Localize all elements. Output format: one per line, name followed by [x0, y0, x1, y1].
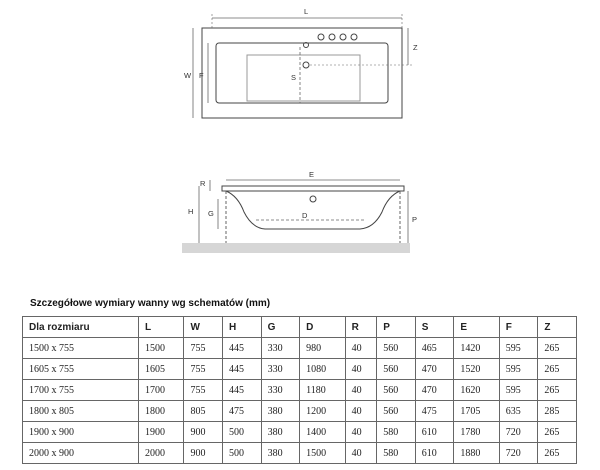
- dimension-cell: 755: [184, 359, 223, 380]
- dim-label-z: Z: [413, 43, 418, 52]
- dimension-cell: 500: [223, 422, 262, 443]
- dimension-cell: 1500: [300, 443, 345, 464]
- dimension-cell: 265: [538, 443, 577, 464]
- column-header: R: [345, 317, 377, 338]
- size-cell: 1900 x 900: [23, 422, 139, 443]
- dimension-cell: 475: [415, 401, 454, 422]
- table-body: [23, 338, 577, 464]
- dimension-cell: 755: [184, 338, 223, 359]
- dimension-cell: 445: [223, 359, 262, 380]
- drain-circle: [303, 62, 309, 68]
- dim-label-s: S: [291, 73, 297, 82]
- dimension-cell: 40: [345, 359, 377, 380]
- dimension-cell: 40: [345, 338, 377, 359]
- column-header: L: [139, 317, 184, 338]
- dimension-cell: 40: [345, 380, 377, 401]
- tap-hole: [351, 34, 357, 40]
- tap-hole: [329, 34, 335, 40]
- tap-holes: [318, 34, 357, 40]
- dimension-cell: 1180: [300, 380, 345, 401]
- table-row: [23, 422, 577, 443]
- dimension-cell: 380: [261, 401, 300, 422]
- table-row: [23, 359, 577, 380]
- dimension-cell: 380: [261, 443, 300, 464]
- dimension-cell: 595: [499, 338, 538, 359]
- tap-hole: [340, 34, 346, 40]
- dimension-cell: 610: [415, 422, 454, 443]
- column-header: E: [454, 317, 499, 338]
- dimension-cell: 610: [415, 443, 454, 464]
- table-header-row: [23, 317, 577, 338]
- table-caption: Szczegółowe wymiary wanny wg schematów (mm): [30, 298, 271, 309]
- table-row: [23, 380, 577, 401]
- dimension-cell: 1700: [139, 380, 184, 401]
- size-cell: 2000 x 900: [23, 443, 139, 464]
- dimension-cell: 1420: [454, 338, 499, 359]
- dimension-cell: 1705: [454, 401, 499, 422]
- side-view: [182, 180, 410, 253]
- column-header: W: [184, 317, 223, 338]
- table-row: [23, 443, 577, 464]
- size-cell: 1800 x 805: [23, 401, 139, 422]
- dimension-cell: 900: [184, 422, 223, 443]
- dim-label-g: G: [208, 209, 214, 218]
- dimension-cell: 285: [538, 401, 577, 422]
- size-cell: 1605 x 755: [23, 359, 139, 380]
- dimension-cell: 635: [499, 401, 538, 422]
- dimension-cell: 1800: [139, 401, 184, 422]
- dimension-cell: 1620: [454, 380, 499, 401]
- dimension-cell: 445: [223, 380, 262, 401]
- dim-label-l: L: [304, 7, 309, 16]
- dimension-cell: 805: [184, 401, 223, 422]
- dimension-cell: 560: [377, 380, 416, 401]
- dimension-cell: 560: [377, 401, 416, 422]
- dimension-cell: 1500: [139, 338, 184, 359]
- dimension-cell: 1605: [139, 359, 184, 380]
- dimension-cell: 1900: [139, 422, 184, 443]
- dimension-cell: 265: [538, 338, 577, 359]
- dimension-cell: 475: [223, 401, 262, 422]
- dimension-cell: 265: [538, 359, 577, 380]
- dimension-cell: 1780: [454, 422, 499, 443]
- column-header: S: [415, 317, 454, 338]
- size-cell: 1700 x 755: [23, 380, 139, 401]
- dimension-cell: 595: [499, 359, 538, 380]
- dim-label-f: F: [199, 71, 204, 80]
- dimension-cell: 265: [538, 380, 577, 401]
- column-header: G: [261, 317, 300, 338]
- dimension-cell: 470: [415, 359, 454, 380]
- dimension-cell: 40: [345, 422, 377, 443]
- dimension-cell: 330: [261, 338, 300, 359]
- dimension-cell: 900: [184, 443, 223, 464]
- dimension-cell: 1200: [300, 401, 345, 422]
- dimension-cell: 580: [377, 422, 416, 443]
- tub-shell-profile: [226, 191, 400, 229]
- dimension-cell: 40: [345, 401, 377, 422]
- dimension-cell: 560: [377, 359, 416, 380]
- dimension-cell: 380: [261, 422, 300, 443]
- tap-hole: [318, 34, 324, 40]
- dimension-cell: 445: [223, 338, 262, 359]
- tub-inner-basin: [216, 43, 388, 103]
- dimensions-table: [22, 316, 577, 464]
- dim-label-h: H: [188, 207, 194, 216]
- dimension-cell: 980: [300, 338, 345, 359]
- dimension-cell: 465: [415, 338, 454, 359]
- dimension-cell: 1520: [454, 359, 499, 380]
- column-header: D: [300, 317, 345, 338]
- table-row: [23, 401, 577, 422]
- dim-label-r: R: [200, 179, 206, 188]
- dimension-cell: 40: [345, 443, 377, 464]
- dim-label-w: W: [184, 71, 192, 80]
- side-overflow-circle: [310, 196, 316, 202]
- dimension-cell: 755: [184, 380, 223, 401]
- tub-outer-rim: [202, 28, 402, 118]
- dimension-cell: 580: [377, 443, 416, 464]
- dimension-cell: 330: [261, 359, 300, 380]
- dimension-cell: 265: [538, 422, 577, 443]
- dimension-cell: 2000: [139, 443, 184, 464]
- dimension-cell: 720: [499, 443, 538, 464]
- dimension-cell: 500: [223, 443, 262, 464]
- floor: [182, 243, 410, 253]
- dimension-cell: 1400: [300, 422, 345, 443]
- dim-label-e: E: [309, 170, 315, 179]
- dimension-cell: 595: [499, 380, 538, 401]
- column-header: H: [223, 317, 262, 338]
- column-header: Z: [538, 317, 577, 338]
- tub-rim: [222, 186, 404, 191]
- size-cell: 1500 x 755: [23, 338, 139, 359]
- dimension-cell: 1080: [300, 359, 345, 380]
- tub-bottom: [247, 55, 360, 101]
- column-header: F: [499, 317, 538, 338]
- column-header: P: [377, 317, 416, 338]
- dimension-cell: 1880: [454, 443, 499, 464]
- dim-label-d: D: [302, 211, 308, 220]
- top-view: [193, 14, 412, 118]
- dim-label-p: P: [412, 215, 418, 224]
- dimension-cell: 720: [499, 422, 538, 443]
- column-header: Dla rozmiaru: [23, 317, 139, 338]
- table-row: [23, 338, 577, 359]
- dimension-cell: 560: [377, 338, 416, 359]
- dimension-cell: 330: [261, 380, 300, 401]
- dimension-cell: 470: [415, 380, 454, 401]
